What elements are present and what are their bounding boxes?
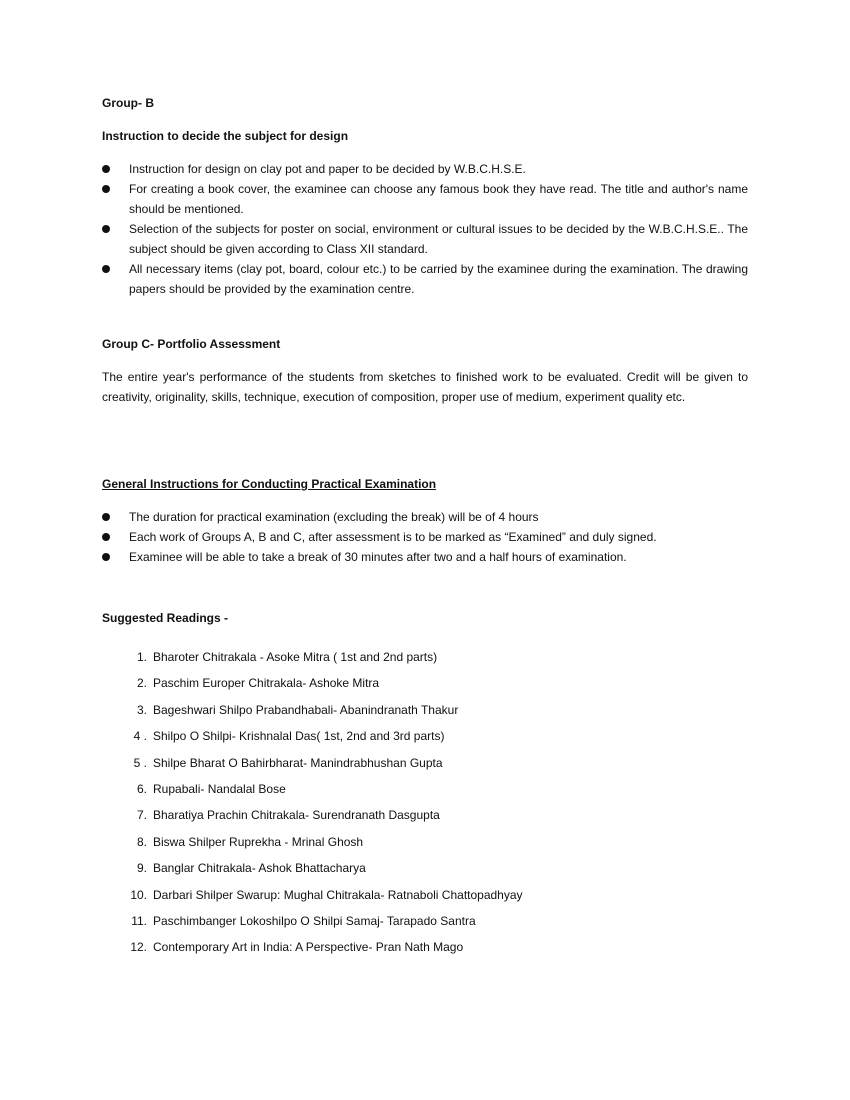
list-item: All necessary items (clay pot, board, colour etc.) to be carried by the examinee during the examination. The drawing papers should be provided by the examination centre. bbox=[102, 259, 748, 299]
group-b-section bbox=[102, 93, 748, 299]
bullet-icon bbox=[102, 225, 110, 233]
list-item: Each work of Groups A, B and C, after assessment is to be marked as “Examined” and duly signed. bbox=[102, 527, 748, 547]
group-c-title: Group C- Portfolio Assessment bbox=[102, 337, 281, 351]
general-instructions-title: General Instructions for Conducting Practical Examination bbox=[102, 477, 437, 491]
bullet-icon bbox=[102, 265, 110, 273]
list-item: 2. Paschim Europer Chitrakala- Ashoke Mitra bbox=[136, 676, 380, 691]
group-b-title: Group- B bbox=[102, 96, 154, 110]
general-instructions-section bbox=[102, 474, 748, 567]
group-c-section bbox=[102, 334, 748, 407]
list-item: 7. Bharatiya Prachin Chitrakala- Surendranath Dasgupta bbox=[136, 808, 440, 823]
bullet-icon bbox=[102, 185, 110, 193]
list-item: 11. Paschimbanger Lokoshilpo O Shilpi Samaj- Tarapado Santra bbox=[131, 913, 476, 928]
list-item: Instruction for design on clay pot and paper to be decided by W.B.C.H.S.E. bbox=[102, 159, 748, 179]
group-c-paragraph: The entire year's performance of the students from sketches to finished work to be evaluated. Credit will be given to creativity, originality, skills, technique, execution of composition, proper use of medium, experiment quality etc. bbox=[102, 370, 748, 404]
suggested-readings-section bbox=[102, 608, 748, 964]
list-item: 5 . Shilpe Bharat O Bahirbharat- Manindrabhushan Gupta bbox=[133, 755, 443, 770]
general-bullet-list bbox=[102, 507, 748, 567]
list-item: 4 . Shilpo O Shilpi- Krishnalal Das( 1st, 2nd and 3rd parts) bbox=[133, 729, 445, 744]
list-item: Examinee will be able to take a break of 30 minutes after two and a half hours of examination. bbox=[102, 547, 748, 567]
bullet-icon bbox=[102, 553, 110, 561]
readings-list bbox=[102, 647, 748, 957]
group-b-subtitle: Instruction to decide the subject for design bbox=[102, 129, 349, 143]
suggested-readings-title: Suggested Readings - bbox=[102, 611, 229, 625]
bullet-icon bbox=[102, 165, 110, 173]
list-item: 8. Biswa Shilper Ruprekha - Mrinal Ghosh bbox=[136, 834, 364, 849]
bullet-icon bbox=[102, 533, 110, 541]
group-b-bullet-list bbox=[102, 159, 748, 299]
list-item: 1. Bharoter Chitrakala - Asoke Mitra ( 1st and 2nd parts) bbox=[136, 650, 438, 664]
list-item: The duration for practical examination (excluding the break) will be of 4 hours bbox=[102, 507, 748, 527]
list-item: 12. Contemporary Art in India: A Perspective- Pran Nath Mago bbox=[130, 940, 464, 955]
list-item: 6. Rupabali- Nandalal Bose bbox=[136, 781, 286, 796]
list-item: 3. Bageshwari Shilpo Prabandhabali- Abanindranath Thakur bbox=[136, 702, 459, 717]
list-item: Selection of the subjects for poster on social, environment or cultural issues to be decided by the W.B.C.H.S.E.. The subject should be given according to Class XII standard. bbox=[102, 219, 748, 259]
list-item: 10. Darbari Shilper Swarup: Mughal Chitrakala- Ratnaboli Chattopadhyay bbox=[130, 887, 523, 902]
list-item: 9. Banglar Chitrakala- Ashok Bhattacharya bbox=[136, 861, 366, 876]
bullet-icon bbox=[102, 513, 110, 521]
list-item: For creating a book cover, the examinee can choose any famous book they have read. The title and author's name should be mentioned. bbox=[102, 179, 748, 219]
